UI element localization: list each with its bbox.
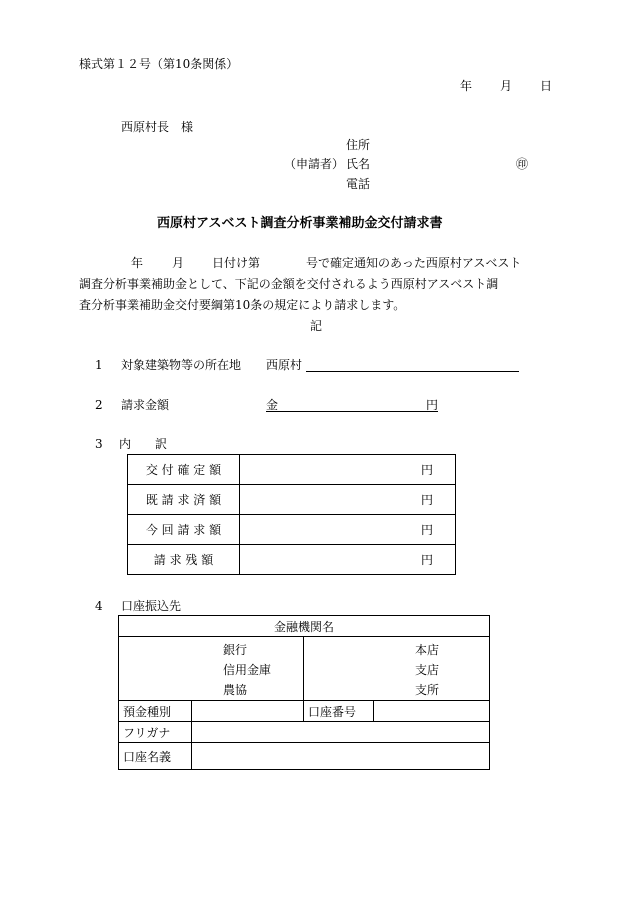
item4-number: 4	[95, 599, 103, 613]
name-label: 氏名	[346, 157, 371, 171]
branch-sub: 支所	[414, 683, 439, 697]
deposit-type-label: 預金種別	[119, 701, 192, 722]
item4-label: 口座振込先	[121, 599, 182, 613]
bank-name-row	[119, 637, 490, 701]
bank-type-bank: 銀行	[223, 643, 248, 657]
applicant-label: （申請者）	[284, 157, 345, 171]
breakdown-label: 今 回 請 求 額	[128, 515, 240, 545]
breakdown-table	[127, 454, 456, 575]
body-line1: 号で確定通知のあった西原村アスベスト	[306, 256, 522, 270]
item3-number: 3	[95, 437, 103, 451]
address-label: 住所	[346, 138, 371, 152]
body-date: 日付け第	[212, 256, 261, 270]
body-line3: 査分析事業補助金交付要綱第10条の規定により請求します。	[79, 298, 406, 312]
breakdown-value[interactable]: 円	[240, 485, 456, 515]
body-year: 年	[131, 256, 144, 270]
furigana-label: フリガナ	[119, 722, 192, 743]
item1-label: 対象建築物等の所在地	[121, 358, 242, 372]
item2-unit: 円	[426, 398, 439, 412]
furigana-row	[119, 722, 490, 743]
form-number: 様式第１２号（第10条関係）	[79, 57, 239, 71]
branch-cell[interactable]	[304, 637, 490, 701]
item2-label: 請求金額	[121, 398, 170, 412]
breakdown-value[interactable]: 円	[240, 545, 456, 575]
bank-header: 金融機関名	[119, 616, 490, 637]
item2-amount-field[interactable]	[266, 397, 438, 412]
bank-name-cell[interactable]	[119, 637, 304, 701]
breakdown-label: 交 付 確 定 額	[128, 455, 240, 485]
account-number-field[interactable]	[374, 701, 490, 722]
breakdown-value[interactable]: 円	[240, 515, 456, 545]
item1-underline[interactable]	[306, 357, 519, 372]
item1-number: 1	[95, 358, 103, 372]
item2-prefix: 金	[266, 398, 279, 412]
phone-label: 電話	[346, 177, 371, 191]
branch-branch: 支店	[414, 663, 439, 677]
bank-account-row	[119, 701, 490, 722]
ki-label: 記	[310, 319, 323, 333]
breakdown-label: 請 求 残 額	[128, 545, 240, 575]
account-name-row	[119, 743, 490, 770]
item3-label: 内 訳	[119, 437, 168, 451]
bank-type-shinkin: 信用金庫	[223, 663, 272, 677]
date-day-label: 日	[540, 79, 553, 93]
body-month: 月	[172, 256, 185, 270]
breakdown-value[interactable]: 円	[240, 455, 456, 485]
body-line2: 調査分析事業補助金として、下記の金額を交付されるよう西原村アスベスト調	[79, 277, 499, 291]
item2-number: 2	[95, 398, 103, 412]
bank-type-nokyo: 農協	[223, 683, 248, 697]
seal-icon: ㊞	[516, 157, 529, 171]
deposit-type-field[interactable]	[192, 701, 304, 722]
breakdown-row-3	[128, 515, 456, 545]
account-name-field[interactable]	[192, 743, 490, 770]
breakdown-row-4	[128, 545, 456, 575]
bank-table	[118, 615, 490, 770]
item1-value: 西原村	[266, 358, 303, 372]
breakdown-row-2	[128, 485, 456, 515]
addressee: 西原村長 様	[121, 120, 194, 134]
account-name-label: 口座名義	[119, 743, 192, 770]
page-title: 西原村アスベスト調査分析事業補助金交付請求書	[157, 216, 443, 231]
branch-main: 本店	[414, 643, 439, 657]
breakdown-label: 既 請 求 済 額	[128, 485, 240, 515]
account-number-label: 口座番号	[304, 701, 374, 722]
bank-header-row	[119, 616, 490, 637]
furigana-field[interactable]	[192, 722, 490, 743]
date-year-label: 年	[460, 79, 473, 93]
date-month-label: 月	[500, 79, 513, 93]
breakdown-row-1	[128, 455, 456, 485]
